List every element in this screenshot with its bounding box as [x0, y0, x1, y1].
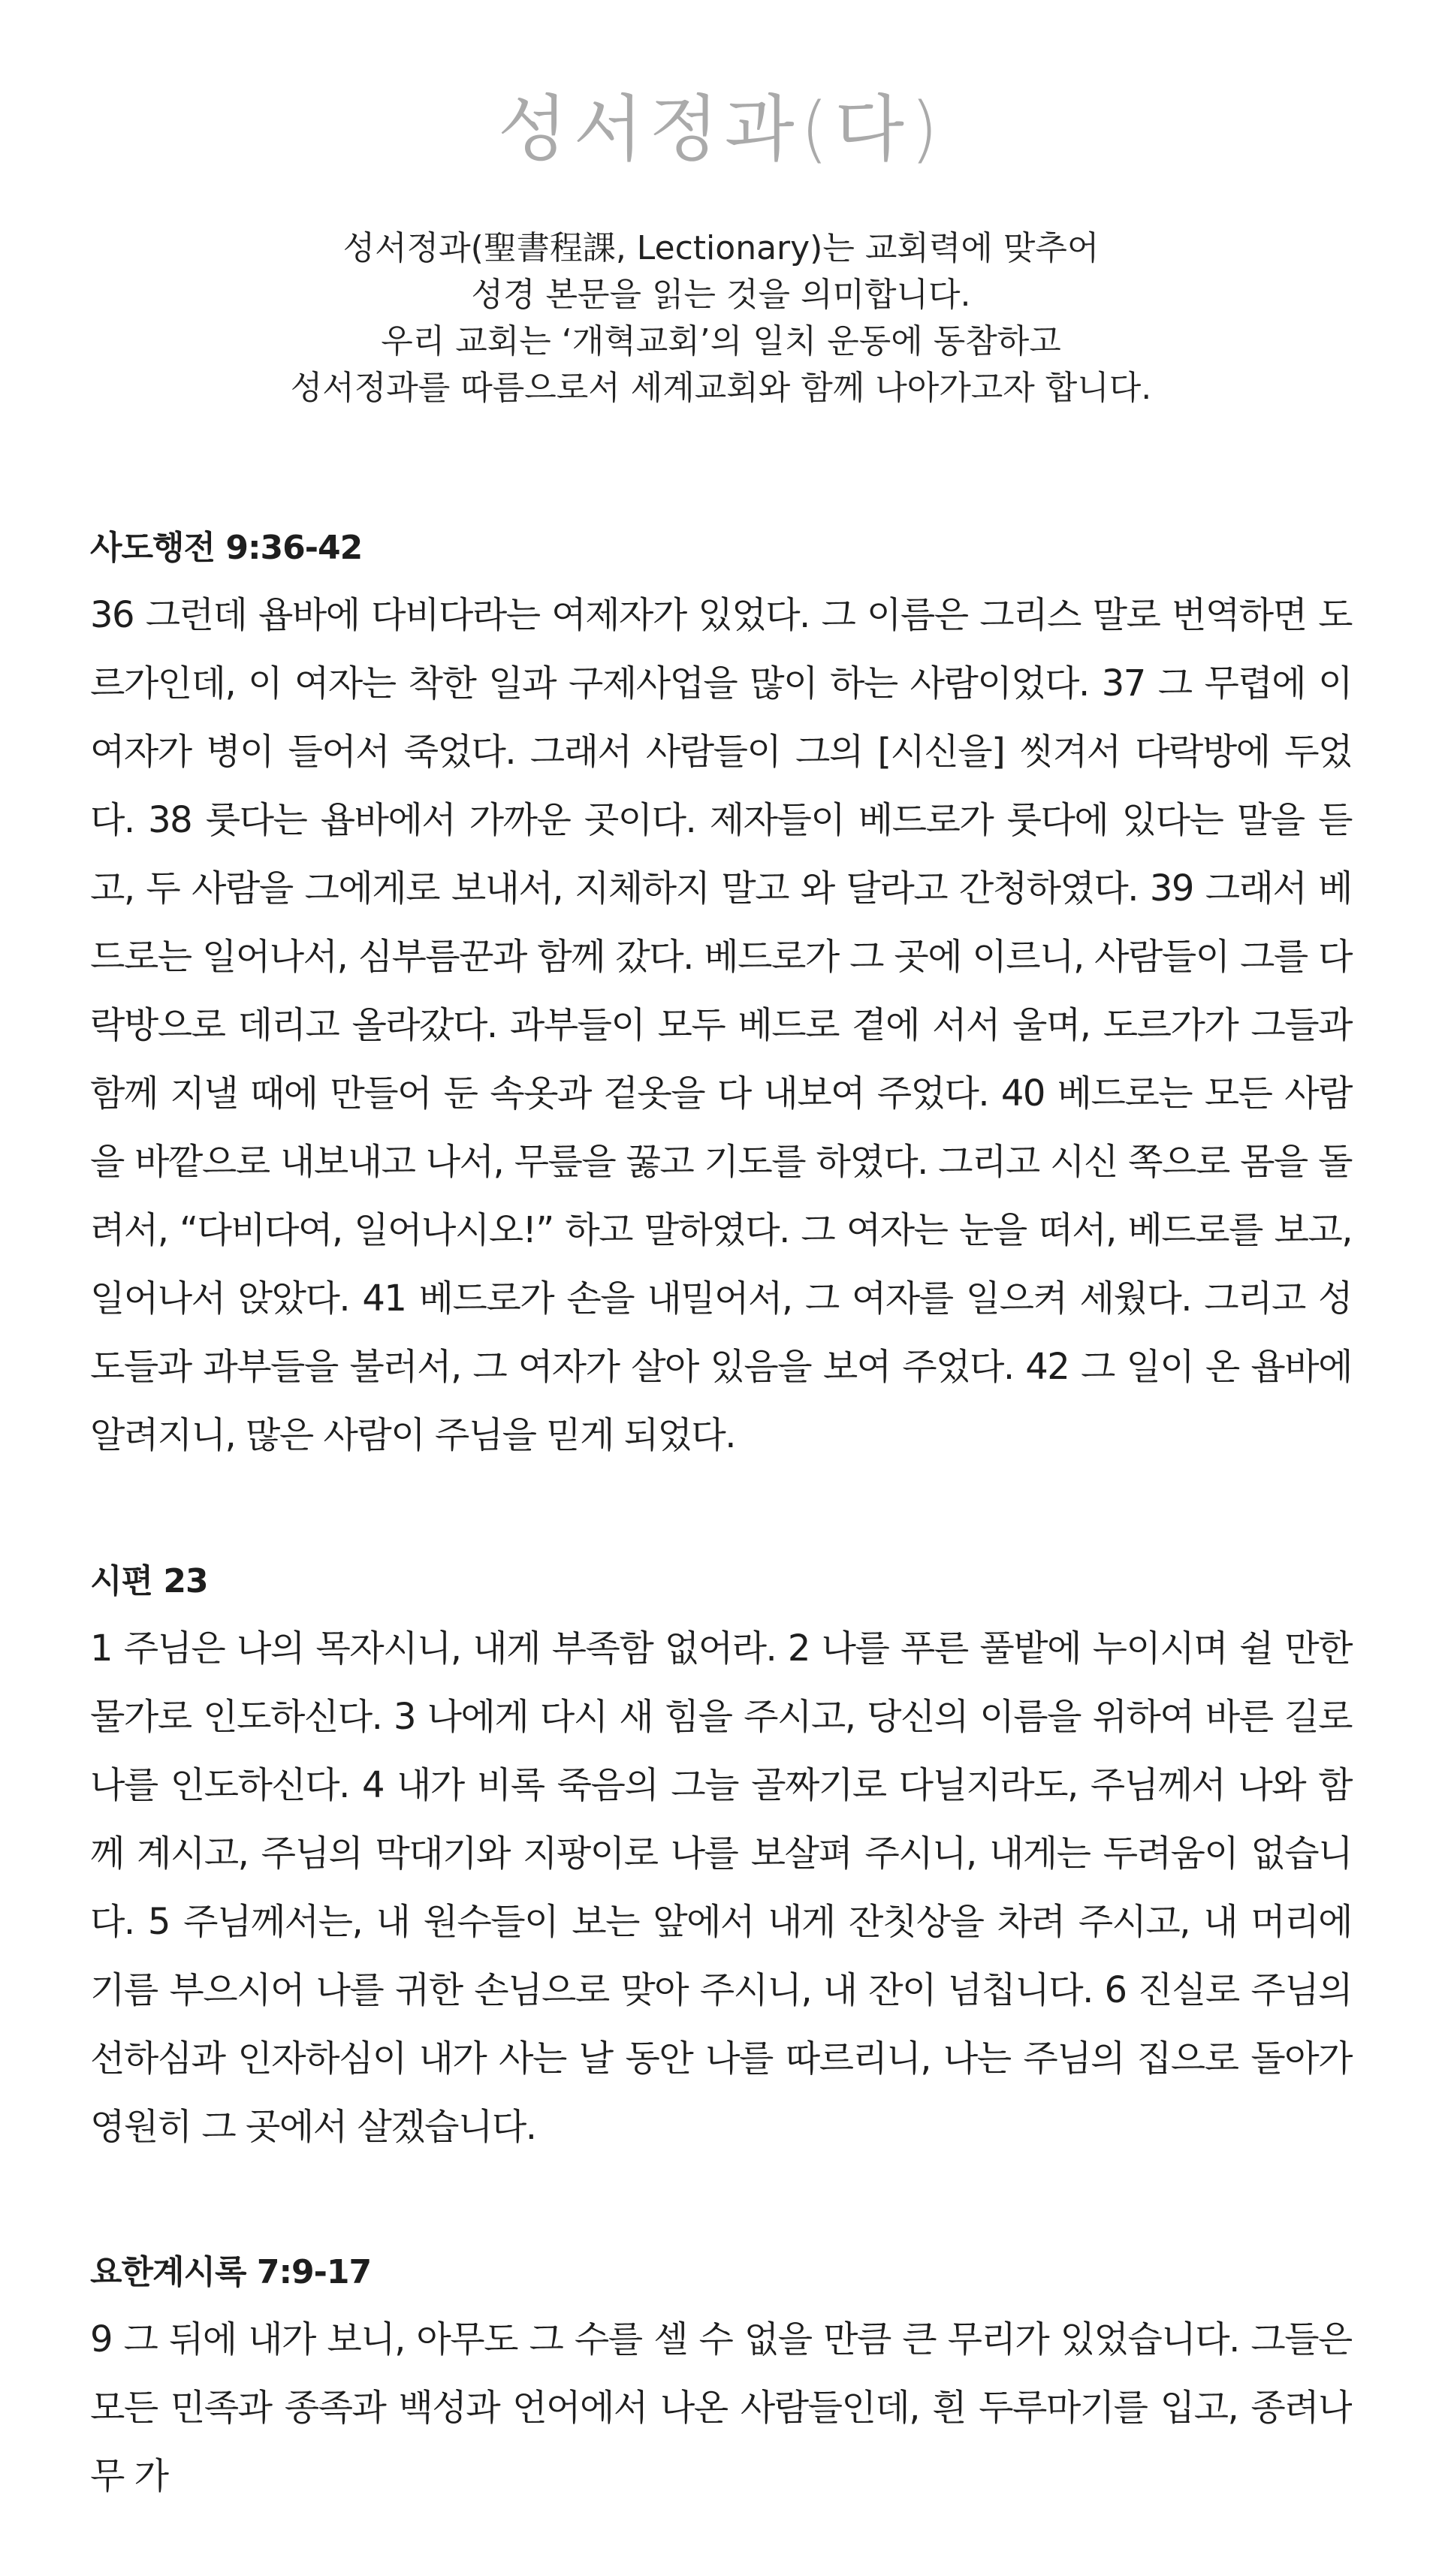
intro-line: 우리 교회는 ‘개혁교회’의 일치 운동에 동참하고: [381, 322, 1061, 360]
reading-revelation: [90, 2250, 1352, 2576]
intro-line: 성경 본문을 읽는 것을 의미합니다.: [471, 276, 971, 314]
reading-text: 1 주님은 나의 목자시니, 내게 부족함 없어라. 2 나를 푸른 풀밭에 누이시며 쉴 만한 물가로 인도하신다. 3 나에게 다시 새 힘을 주시고, 당신의 이름을 위하여 바른 길로 나를 인도하신다. 4 내가 비록 죽음의 그늘 골짜기로 다닐지라도, 주님께서 나와 함께 계시고, 주님의 막대기와 지팡이로 나를 보살펴 주시니, 내게는 두려움이 없습니다. 5 주님께서는, 내 원수들이 보는 앞에서 내게 잔칫상을 차려 주시고, 내 머리에 기름 부으시어 나를 귀한 손님으로 맞아 주시니, 내 잔이 넘칩니다. 6 진실로 주님의 선하심과 인자하심이 내가 사는 날 동안 나를 따르리니, 나는 주님의 집으로 돌아가 영원히 그 곳에서 살겠습니다.: [90, 1627, 1352, 2148]
reading-reference: 요한계시록 7:9-17: [90, 2253, 372, 2291]
reading-text: 36 그런데 욥바에 다비다라는 여제자가 있었다. 그 이름은 그리스 말로 번역하면 도르가인데, 이 여자는 착한 일과 구제사업을 많이 하는 사람이었다. 37 그 무렵에 이 여자가 병이 들어서 죽었다. 그래서 사람들이 그의 [시신을] 씻겨서 다락방에 두었다. 38 룻다는 욥바에서 가까운 곳이다. 제자들이 베드로가 룻다에 있다는 말을 듣고, 두 사람을 그에게로 보내서, 지체하지 말고 와 달라고 간청하였다. 39 그래서 베드로는 일어나서, 심부름꾼과 함께 갔다. 베드로가 그 곳에 이르니, 사람들이 그를 다락방으로 데리고 올라갔다. 과부들이 모두 베드로 곁에 서서 울며, 도르가가 그들과 함께 지낼 때에 만들어 둔 속옷과 겉옷을 다 내보여 주었다. 40 베드로는 모든 사람을 바깥으로 내보내고 나서, 무릎을 꿇고 기도를 하였다. 그리고 시신 쪽으로 몸을 돌려서, “다비다여, 일어나시오!” 하고 말하였다. 그 여자는 눈을 떠서, 베드로를 보고, 일어나서 앉았다. 41 베드로가 손을 내밀어서, 그 여자를 일으켜 세웠다. 그리고 성도들과 과부들을 불러서, 그 여자가 살아 있음을 보여 주었다. 42 그 일이 온 욥바에 알려지니, 많은 사람이 주님을 믿게 되었다.: [90, 594, 1352, 1456]
reading-acts: [90, 526, 1352, 1470]
reading-reference: 사도행전 9:36-42: [90, 529, 363, 567]
reading-reference: 시편 23: [90, 1562, 208, 1600]
reading-text-clip: [90, 2306, 1352, 2576]
intro-line: 성서정과를 따름으로서 세계교회와 함께 나아가고자 합니다.: [290, 369, 1152, 407]
reading-text: 9 그 뒤에 내가 보니, 아무도 그 수를 셀 수 없을 만큼 큰 무리가 있었습니다. 그들은 모든 민족과 종족과 백성과 언어에서 나온 사람들인데, 흰 두루마기를 입고, 종려나무 가: [90, 2318, 1352, 2497]
page-title: 성서정과(다): [497, 87, 945, 171]
reading-psalm: [90, 1559, 1352, 2161]
intro-line: 성서정과(聖書程課, Lectionary)는 교회력에 맞추어: [342, 229, 1100, 267]
intro-paragraph: [120, 225, 1322, 412]
